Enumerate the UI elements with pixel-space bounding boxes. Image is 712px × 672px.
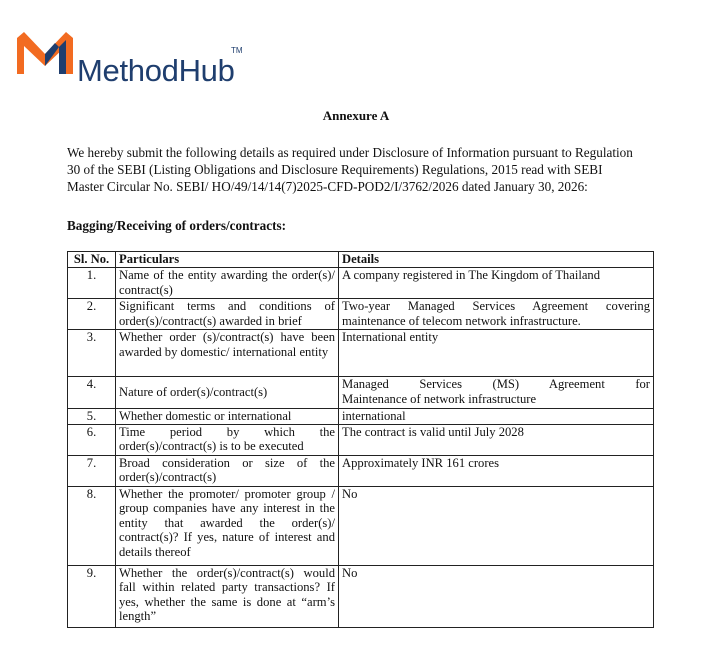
intro-line: Master Circular No. SEBI/ HO/49/14/14(7)2025-CFD-POD2/I/3762/2026 dated January 30, 2026:: [67, 179, 588, 195]
annex-title: Annexure A: [322, 108, 390, 123]
row-particulars: Significant terms and conditions of order(s)/contract(s) awarded in brief: [116, 299, 339, 330]
row-sl-no: 4.: [68, 377, 116, 409]
header-particulars: Particulars: [116, 252, 339, 268]
row-details: [339, 377, 654, 409]
row-details: The contract is valid until July 2028: [339, 424, 654, 455]
row-details: No: [339, 486, 654, 565]
methodhub-m-mark-icon: [15, 26, 77, 80]
row-details: Two-year Managed Services Agreement covering maintenance of telecom network infrastructure.: [339, 299, 654, 330]
header-details: Details: [339, 252, 654, 268]
row-details-line: Managed Services (MS) Agreement for: [342, 377, 650, 391]
table-row: [68, 299, 654, 330]
row-sl-no: 7.: [68, 455, 116, 486]
intro-paragraph: [67, 144, 653, 196]
table-row: [68, 486, 654, 565]
row-details: No: [339, 565, 654, 627]
header-sl-no: Sl. No.: [68, 252, 116, 268]
table-row: [68, 455, 654, 486]
section-heading: Bagging/Receiving of orders/contracts:: [67, 218, 287, 233]
row-sl-no: 1.: [68, 268, 116, 299]
row-sl-no: 8.: [68, 486, 116, 565]
row-details: international: [339, 409, 654, 425]
row-sl-no: 5.: [68, 409, 116, 425]
row-sl-no: 6.: [68, 424, 116, 455]
row-sl-no: 2.: [68, 299, 116, 330]
intro-line: We hereby submit the following details as required under Disclosure of Information pursuant to Regulation: [67, 145, 633, 160]
row-particulars: Nature of order(s)/contract(s): [116, 377, 339, 409]
disclosure-table: [67, 251, 654, 628]
table-row: [68, 268, 654, 299]
methodhub-logo: [15, 26, 243, 88]
logo-trademark: TM: [231, 46, 243, 55]
row-details: International entity: [339, 330, 654, 377]
row-details-line: Maintenance of network infrastructure: [342, 391, 537, 406]
table-row: [68, 330, 654, 377]
intro-line: 30 of the SEBI (Listing Obligations and Disclosure Requirements) Regulations, 2015 read with SEBI: [67, 162, 603, 178]
table-row: [68, 424, 654, 455]
row-particulars: Whether the order(s)/contract(s) would fall within related party transactions? If yes, whether the same is done at “arm’s length”: [116, 565, 339, 627]
row-sl-no: 3.: [68, 330, 116, 377]
logo-wordmark: MethodHub: [77, 53, 235, 88]
table-row: [68, 377, 654, 409]
row-particulars: Whether domestic or international: [116, 409, 339, 425]
row-particulars: Time period by which the order(s)/contract(s) is to be executed: [116, 424, 339, 455]
table-row: [68, 565, 654, 627]
table-header-row: [68, 252, 654, 268]
row-particulars: Broad consideration or size of the order(s)/contract(s): [116, 455, 339, 486]
table-row: [68, 409, 654, 425]
row-details: Approximately INR 161 crores: [339, 455, 654, 486]
row-details: A company registered in The Kingdom of Thailand: [339, 268, 654, 299]
row-particulars: Name of the entity awarding the order(s)/ contract(s): [116, 268, 339, 299]
row-particulars: Whether the promoter/ promoter group / group companies have any interest in the entity that awarded the order(s)/ contract(s)? If yes, nature of interest and details thereof: [116, 486, 339, 565]
row-sl-no: 9.: [68, 565, 116, 627]
row-particulars: Whether order (s)/contract(s) have been awarded by domestic/ international entity: [116, 330, 339, 377]
